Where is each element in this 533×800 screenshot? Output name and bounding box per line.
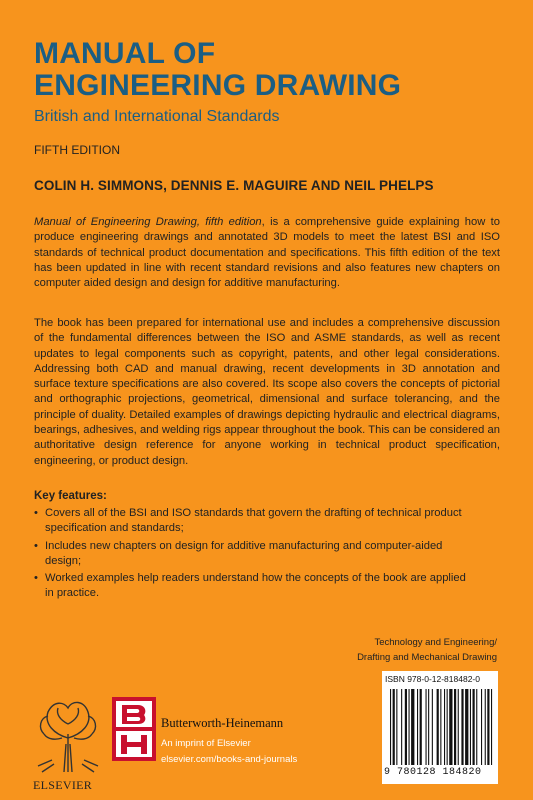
subject-category <box>357 635 497 665</box>
book-title <box>34 38 401 102</box>
bullet-icon: • <box>34 539 38 552</box>
bullet-icon: • <box>34 507 38 519</box>
title-line-1: MANUAL OF <box>34 37 216 70</box>
feature-item: • Includes new chapters on design for additive manufacturing and computer-aided design; <box>34 539 443 567</box>
elsevier-tree-logo-icon <box>34 694 102 774</box>
book-subtitle: British and International Standards <box>34 108 280 125</box>
title-italic: Manual of Engineering Drawing, fifth edition <box>34 216 262 228</box>
description-paragraph-1 <box>34 215 500 291</box>
description-p1-text: , is a comprehensive guide explaining how to produce engineering drawings and annotated 3D models to meet the latest BSI and ISO standards of technical product documentation and specifications. This fifth edition of the text has been updated in line with recent standard revisions and also features new chapters on computer aided design and design for additive manufacturing. <box>34 216 500 290</box>
barcode-digits: 9 780128 184820 <box>384 767 482 778</box>
imprint-text: An imprint of Elsevier <box>161 738 251 749</box>
key-features-list <box>34 506 474 604</box>
category-line-1: Technology and Engineering/ <box>374 637 497 648</box>
description-paragraph-2: The book has been prepared for international use and includes a comprehensive discussion of the fundamental differences between the ISO and ASME standards, as well as recent updates to legal components such as copyright, patents, and other legal considerations. Addressing both CAD and manual drawing, recent developments in 3D annotation and surface texture specifications are also covered. Its scope also covers the concepts of pictorial and orthographic projections, geometrical, dimensional and surface tolerancing, and the principle of duality. Detailed examples of drawings depicting hydraulic and electrical diagrams, bearings, adhesives, and welding rigs appear throughout the book. This can be considered an authoritative design reference for anyone working in technical product specification, engineering, or product design. <box>34 317 500 467</box>
butterworth-heinemann-logo-icon <box>112 697 156 761</box>
title-line-2: ENGINEERING DRAWING <box>34 69 402 102</box>
key-features-heading: Key features: <box>34 490 107 502</box>
bullet-icon: • <box>34 572 38 585</box>
authors: COLIN H. SIMMONS, DENNIS E. MAGUIRE AND NEIL PHELPS <box>34 178 434 193</box>
publisher-website-link[interactable]: elsevier.com/books-and-journals <box>161 754 298 765</box>
barcode-icon <box>384 689 496 767</box>
isbn-label: ISBN 978-0-12-818482-0 <box>385 674 480 684</box>
edition-label: FIFTH EDITION <box>34 143 120 157</box>
feature-item: • Covers all of the BSI and ISO standards that govern the drafting of technical product specification and standards; <box>34 507 462 535</box>
category-line-2: Drafting and Mechanical Drawing <box>357 652 497 663</box>
elsevier-wordmark: ELSEVIER <box>33 778 93 792</box>
feature-item: • Worked examples help readers understand how the concepts of the book are applied in practice. <box>34 572 466 600</box>
publisher-name: Butterworth-Heinemann <box>161 716 284 730</box>
barcode-panel <box>382 671 498 784</box>
